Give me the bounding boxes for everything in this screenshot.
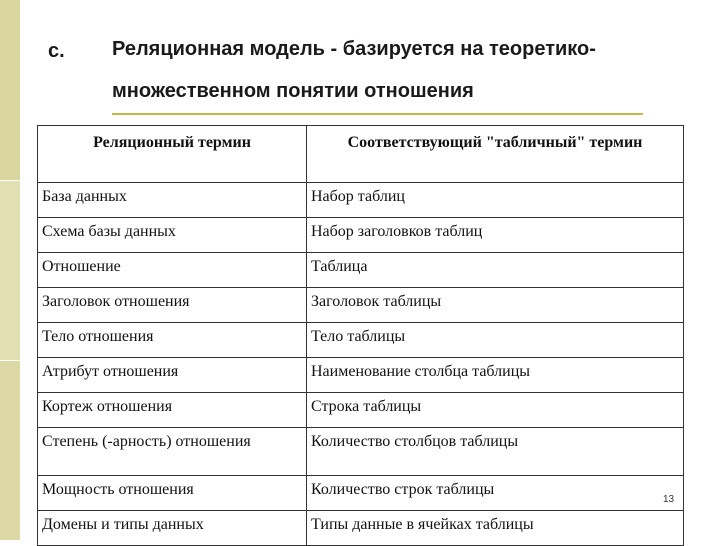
heading-underline — [112, 113, 643, 115]
relational-term-cell: Заголовок отношения — [38, 288, 307, 323]
heading-line-2: множественном понятии отношения — [112, 80, 474, 102]
relational-term-cell: Домены и типы данных — [38, 511, 307, 546]
table-row — [38, 476, 684, 511]
table-row — [38, 323, 684, 358]
table-header-row — [38, 126, 684, 183]
table-row — [38, 218, 684, 253]
relational-term-cell: Степень (-арность) отношения — [38, 428, 307, 476]
table-term-cell: Тело таблицы — [307, 323, 684, 358]
relational-term-cell: Мощность отношения — [38, 476, 307, 511]
terms-table — [37, 125, 684, 546]
relational-term-cell: Кортеж отношения — [38, 393, 307, 428]
table-term-cell: Типы данные в ячейках таблицы — [307, 511, 684, 546]
table-term-cell: Набор таблиц — [307, 183, 684, 218]
relational-term-cell: Тело отношения — [38, 323, 307, 358]
table-row — [38, 511, 684, 546]
table-row — [38, 393, 684, 428]
table-row — [38, 428, 684, 476]
table-term-cell: Количество строк таблицы — [307, 476, 684, 511]
side-bar-divider — [0, 360, 20, 361]
heading-line-1: Реляционная модель - базируется на теоретико- — [112, 38, 596, 60]
table-term-cell: Заголовок таблицы — [307, 288, 684, 323]
table-row — [38, 253, 684, 288]
decorative-side-bar — [0, 0, 20, 540]
page-number: 13 — [663, 494, 675, 505]
table-term-cell: Набор заголовков таблиц — [307, 218, 684, 253]
heading-letter: c. — [48, 40, 65, 62]
side-bar-divider — [0, 180, 20, 181]
table-term-cell: Строка таблицы — [307, 393, 684, 428]
relational-term-cell: Отношение — [38, 253, 307, 288]
table-row — [38, 358, 684, 393]
relational-term-cell: Схема базы данных — [38, 218, 307, 253]
relational-term-cell: База данных — [38, 183, 307, 218]
table-term-cell: Таблица — [307, 253, 684, 288]
header-table-term: Соответствующий "табличный" термин — [307, 126, 684, 183]
relational-term-cell: Атрибут отношения — [38, 358, 307, 393]
table-row — [38, 288, 684, 323]
table-row — [38, 183, 684, 218]
table-term-cell: Наименование столбца таблицы — [307, 358, 684, 393]
table-term-cell: Количество столбцов таблицы — [307, 428, 684, 476]
header-relational-term: Реляционный термин — [38, 126, 307, 183]
